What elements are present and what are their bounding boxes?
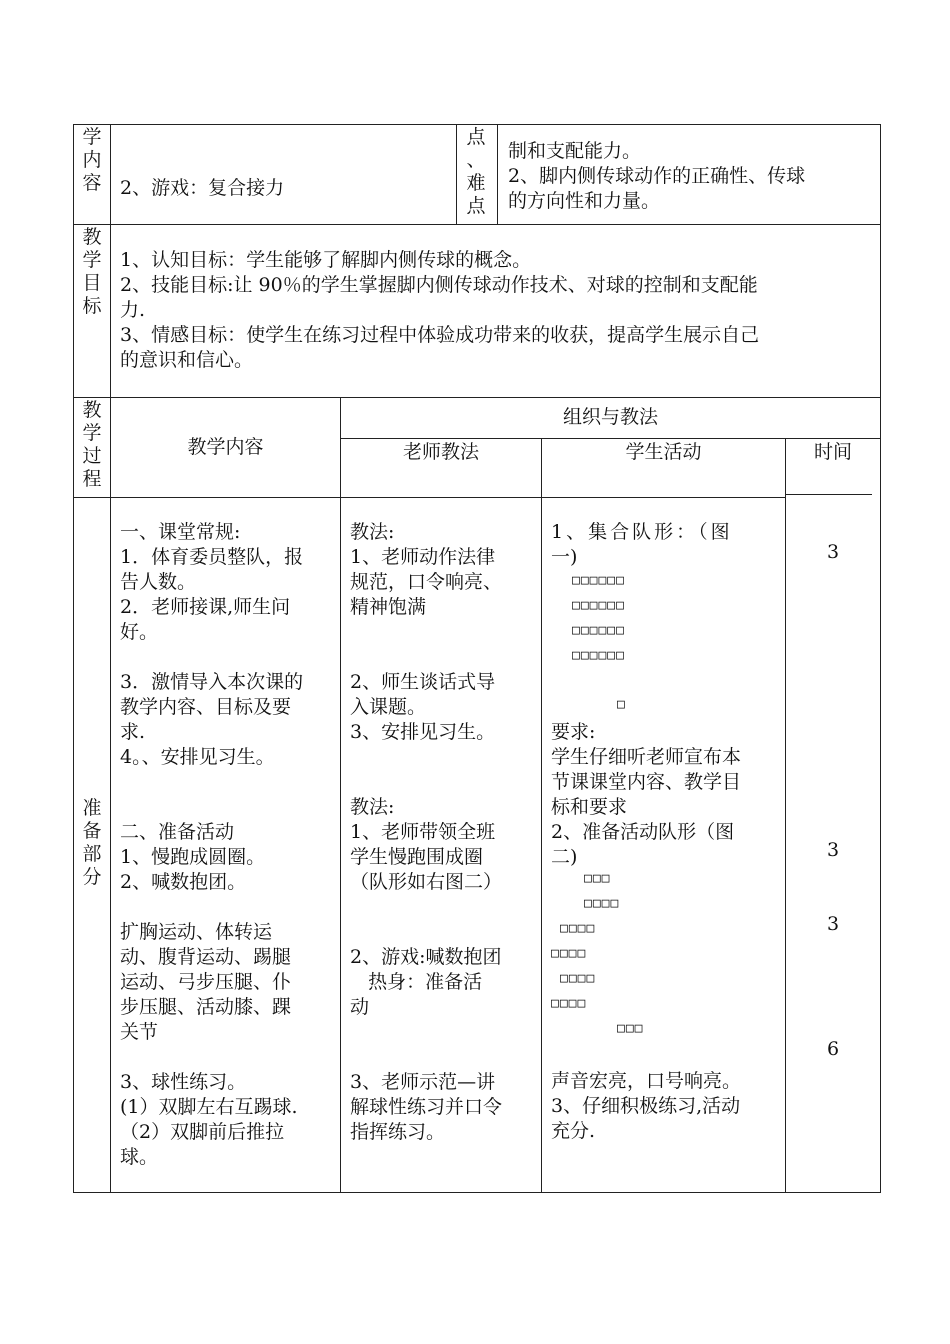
goal-line-2: 2、技能目标:让 90％的学生掌握脚内侧传球动作技术、对球的控制和支配能 bbox=[120, 274, 758, 296]
prep-content-line: 球。 bbox=[120, 1146, 159, 1168]
content-game-item: 2、游戏：复合接力 bbox=[120, 177, 285, 199]
prep-section-label: 准 备 部 分 bbox=[82, 797, 102, 888]
goal-line-1: 1、认知目标：学生能够了解脚内侧传球的概念。 bbox=[120, 249, 532, 271]
prep-content-line: 告人数。 bbox=[120, 571, 197, 593]
prep-content-line bbox=[120, 770, 303, 795]
teacher-line bbox=[350, 645, 502, 670]
teacher-line: 2、游戏:喊数抱团 bbox=[350, 946, 502, 968]
org-header-divider bbox=[340, 438, 881, 439]
prep-content-line bbox=[120, 895, 303, 920]
formation-row: □□□□ bbox=[551, 946, 587, 961]
student-line: 学生仔细听老师宣布本 bbox=[551, 746, 742, 768]
teacher-line: 热身：准备活 bbox=[350, 971, 483, 993]
student-closing bbox=[551, 1069, 741, 1144]
prep-content-line: 1．体育委员整队，报 bbox=[120, 546, 304, 568]
formation-row: □□□ bbox=[617, 1021, 644, 1036]
row-divider-content-goals bbox=[73, 224, 881, 225]
prep-content-line: 二、准备活动 bbox=[120, 821, 235, 843]
formation-row: □□□□□□ bbox=[572, 573, 625, 588]
prep-content-line: 2、喊数抱团。 bbox=[120, 871, 247, 893]
time-header-underline bbox=[786, 494, 872, 495]
formation-row: □□□□ bbox=[560, 921, 596, 936]
teacher-position-marker: □ bbox=[617, 697, 626, 712]
prep-content-line: 动、腹背运动、踢腿 bbox=[120, 946, 292, 968]
table-border-right bbox=[880, 124, 881, 1193]
goal-line-3: 力. bbox=[120, 299, 146, 321]
time-value: 6 bbox=[826, 1038, 840, 1060]
formation-row: □□□□□□ bbox=[572, 623, 625, 638]
time-header: 时间 bbox=[813, 441, 852, 463]
teacher-line bbox=[350, 745, 502, 770]
teacher-line bbox=[350, 920, 502, 945]
prep-content-line: 教学内容、目标及要 bbox=[120, 696, 292, 718]
teacher-line: 教法: bbox=[350, 521, 395, 543]
student-activity-header: 学生活动 bbox=[625, 441, 702, 463]
prep-content-line: （2）双脚前后推拉 bbox=[120, 1121, 285, 1143]
content-column-header: 教学内容 bbox=[187, 436, 264, 458]
key-points-label: 点 、 难 点 bbox=[466, 126, 486, 217]
table-border-top bbox=[73, 124, 881, 125]
teacher-line bbox=[350, 895, 502, 920]
teacher-line: 指挥练习。 bbox=[350, 1121, 446, 1143]
teacher-line: 教法: bbox=[350, 796, 395, 818]
student-line: 节课课堂内容、教学目 bbox=[551, 771, 742, 793]
prep-content-line: 扩胸运动、体转运 bbox=[120, 921, 273, 943]
teacher-line: 2、师生谈话式导 bbox=[350, 671, 496, 693]
formation-row: □□□□ bbox=[560, 971, 596, 986]
teacher-line bbox=[350, 620, 502, 645]
formation-diagram-one bbox=[572, 568, 625, 668]
label-column-divider bbox=[110, 124, 111, 1193]
teacher-method-header: 老师教法 bbox=[402, 441, 479, 463]
formation-row: □□□ bbox=[584, 871, 611, 886]
process-row-label: 教 学 过 程 bbox=[82, 399, 102, 490]
student-line: 二) bbox=[551, 846, 578, 868]
student-formation1-title: 1、集合队形：（图 bbox=[551, 521, 733, 543]
teacher-line: 动 bbox=[350, 996, 370, 1018]
teacher-line: 1、老师带领全班 bbox=[350, 821, 496, 843]
prep-content-line: 一、课堂常规: bbox=[120, 521, 241, 543]
formation-row: □□□□ bbox=[551, 996, 587, 1011]
teacher-line: 精神饱满 bbox=[350, 596, 427, 618]
goal-line-4: 3、情感目标：使学生在练习过程中体验成功带来的收获，提高学生展示自己 bbox=[120, 324, 760, 346]
prep-content-line bbox=[120, 1045, 303, 1070]
formation-row: □□□□□□ bbox=[572, 648, 625, 663]
student-line: 2、准备活动队形（图 bbox=[551, 821, 735, 843]
teacher-line: 解球性练习并口令 bbox=[350, 1096, 503, 1118]
header-divider-body bbox=[73, 497, 786, 498]
prep-teacher-column bbox=[350, 520, 502, 1145]
prep-content-line: 4。、安排见习生。 bbox=[120, 746, 275, 768]
teacher-line bbox=[350, 1020, 502, 1045]
teacher-line bbox=[350, 1045, 502, 1070]
table-border-bottom bbox=[73, 1192, 881, 1193]
prep-content-line: 3．激情导入本次课的 bbox=[120, 671, 304, 693]
teacher-line: 入课题。 bbox=[350, 696, 427, 718]
formation-row: □□□□ bbox=[584, 896, 620, 911]
student-line: 要求: bbox=[551, 721, 596, 743]
student-formation1-title-cont: 一) bbox=[551, 546, 578, 568]
time-value: 3 bbox=[826, 541, 840, 563]
prep-content-line bbox=[120, 795, 303, 820]
student-time-divider bbox=[785, 438, 786, 1193]
teacher-line: （队形如右图二） bbox=[350, 871, 503, 893]
prep-content-line: 运动、弓步压腿、仆 bbox=[120, 971, 292, 993]
content-row-label: 学 内 容 bbox=[82, 126, 102, 194]
key-points-line-3: 的方向性和力量。 bbox=[508, 190, 661, 212]
prep-content-line: 关节 bbox=[120, 1021, 159, 1043]
prep-content-column bbox=[120, 520, 303, 1170]
prep-content-line: (1）双脚左右互踢球. bbox=[120, 1096, 298, 1118]
prep-content-line: 步压腿、活动膝、踝 bbox=[120, 996, 292, 1018]
student-line: 标和要求 bbox=[551, 796, 628, 818]
time-value: 3 bbox=[826, 913, 840, 935]
prep-content-line: 2．老师接课,师生问 bbox=[120, 596, 291, 618]
time-value: 3 bbox=[826, 839, 840, 861]
student-line: 充分. bbox=[551, 1120, 596, 1142]
teacher-line: 3、老师示范—讲 bbox=[350, 1071, 496, 1093]
teacher-student-divider bbox=[541, 438, 542, 1193]
prep-content-line: 1、慢跑成圆圈。 bbox=[120, 846, 266, 868]
goals-row-label: 教 学 目 标 bbox=[82, 226, 102, 317]
teacher-line bbox=[350, 770, 502, 795]
table-border-left bbox=[73, 124, 74, 1193]
student-line: 3、仔细积极练习,活动 bbox=[551, 1095, 741, 1117]
teacher-line: 学生慢跑围成圈 bbox=[350, 846, 484, 868]
teacher-line: 1、老师动作法律 bbox=[350, 546, 496, 568]
key-points-line-1: 制和支配能力。 bbox=[508, 140, 642, 162]
prep-content-line: 好。 bbox=[120, 621, 159, 643]
key-points-line-2: 2、脚内侧传球动作的正确性、传球 bbox=[508, 165, 806, 187]
student-requirements bbox=[551, 720, 741, 870]
prep-content-line bbox=[120, 645, 303, 670]
prep-content-line: 3、球性练习。 bbox=[120, 1071, 247, 1093]
teacher-line: 3、安排见习生。 bbox=[350, 721, 496, 743]
key-label-right-divider bbox=[497, 124, 498, 225]
row-divider-goals-process bbox=[73, 397, 881, 398]
organization-header: 组织与教法 bbox=[562, 406, 658, 428]
key-label-left-divider bbox=[456, 124, 457, 225]
prep-content-line: 求. bbox=[120, 721, 146, 743]
content-teacher-divider bbox=[340, 397, 341, 1193]
teacher-line: 规范，口令响亮、 bbox=[350, 571, 503, 593]
formation-row: □□□□□□ bbox=[572, 598, 625, 613]
student-line: 声音宏亮，口号响亮。 bbox=[551, 1070, 742, 1092]
goal-line-5: 的意识和信心。 bbox=[120, 349, 254, 371]
